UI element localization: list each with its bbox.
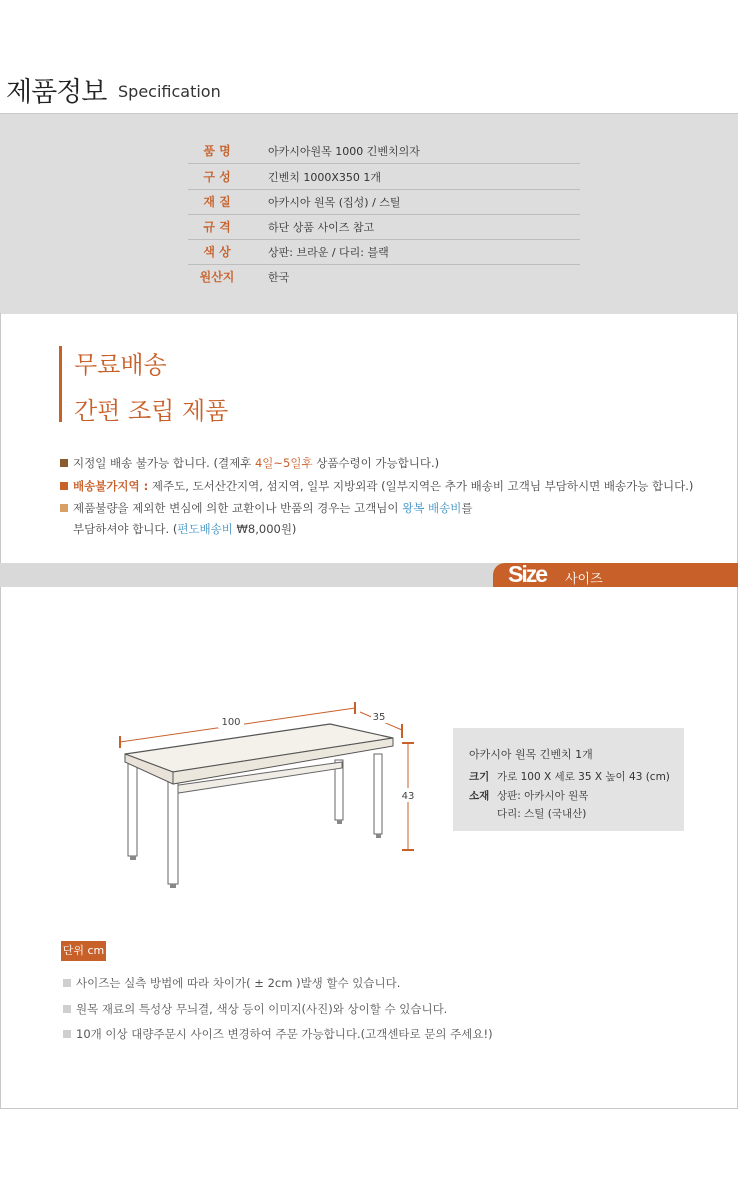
free-shipping-heading: 무료배송 (74, 351, 167, 379)
spec-table (0, 113, 738, 314)
spec-value: 하단 상품 사이즈 참고 (268, 221, 375, 234)
note-size-tolerance: 사이즈는 실측 방법에 따라 차이가( ± 2cm )발생 할수 있습니다. (63, 975, 400, 991)
notice-restricted-area: 배송불가지역 : 제주도, 도서산간지역, 섬지역, 일부 지방외곽 (일부지역은 추가 배송비 고객님 부담하시면 배송가능 합니다.) (60, 478, 693, 494)
spec-row-name (188, 138, 580, 164)
bench-diagram (110, 700, 420, 895)
size-label: 크기 (469, 771, 490, 783)
dimension-info-box (453, 728, 684, 831)
material-top-value: 상판: 아카시아 원목 (497, 790, 589, 802)
note-wood-grain: 원목 재료의 특성상 무늬결, 색상 등이 이미지(사진)와 상이할 수 있습니다. (63, 1001, 447, 1017)
promo-accent-bar (59, 346, 62, 422)
square-bullet-icon (63, 1005, 71, 1013)
square-bullet-icon (63, 1030, 71, 1038)
notice-delivery-date: 지정일 배송 불가능 합니다. (결제후 4일~5일후 상품수령이 가능합니다.) (60, 455, 439, 471)
material-leg-value: 다리: 스틸 (국내산) (497, 808, 587, 820)
material-label: 소재 (469, 790, 490, 802)
spec-label: 원산지 (199, 270, 235, 284)
spec-label: 재 질 (203, 195, 231, 209)
dimension-height-label: 43 (401, 791, 415, 802)
spec-value: 아카시아 원목 (집성) / 스틸 (268, 196, 401, 209)
spec-label: 구 성 (203, 170, 231, 184)
page-subtitle: Specification (118, 82, 221, 101)
spec-label: 색 상 (203, 245, 231, 259)
spec-row-size (188, 214, 580, 240)
spec-value: 아카시아원목 1000 긴벤치의자 (268, 145, 420, 158)
unit-badge: 단위 cm (61, 941, 106, 961)
bullet-icon (60, 459, 68, 467)
spec-row-composition (188, 164, 580, 190)
spec-value: 한국 (268, 271, 290, 284)
easy-assembly-heading: 간편 조립 제품 (74, 397, 229, 425)
bullet-icon (60, 504, 68, 512)
spec-value: 긴벤치 1000X350 1개 (268, 171, 382, 184)
spec-row-origin (188, 264, 580, 289)
dimension-depth-label: 35 (372, 712, 386, 723)
spec-label: 규 격 (203, 220, 231, 234)
dimension-box-title: 아카시아 원목 긴벤치 1개 (469, 748, 593, 761)
spec-label: 품 명 (203, 144, 231, 158)
square-bullet-icon (63, 979, 71, 987)
dimension-width-label: 100 (221, 717, 241, 728)
note-bulk-order: 10개 이상 대량주문시 사이즈 변경하여 주문 가능합니다.(고객센타로 문의 주세요!) (63, 1026, 493, 1042)
spec-row-color (188, 239, 580, 265)
size-value: 가로 100 X 세로 35 X 높이 43 (cm) (497, 771, 670, 783)
size-heading: Size (508, 561, 547, 587)
size-heading-ko: 사이즈 (565, 572, 603, 587)
spec-row-material (188, 189, 580, 215)
notice-return-policy-cont: 부담하셔야 합니다. (편도배송비 ₩8,000원) (73, 522, 297, 536)
notice-return-policy: 제품불량을 제외한 변심에 의한 교환이나 반품의 경우는 고객님이 왕복 배송비를 (60, 500, 473, 516)
spec-value: 상판: 브라운 / 다리: 블랙 (268, 246, 389, 259)
bullet-icon (60, 482, 68, 490)
page-title: 제품정보 (6, 77, 107, 108)
